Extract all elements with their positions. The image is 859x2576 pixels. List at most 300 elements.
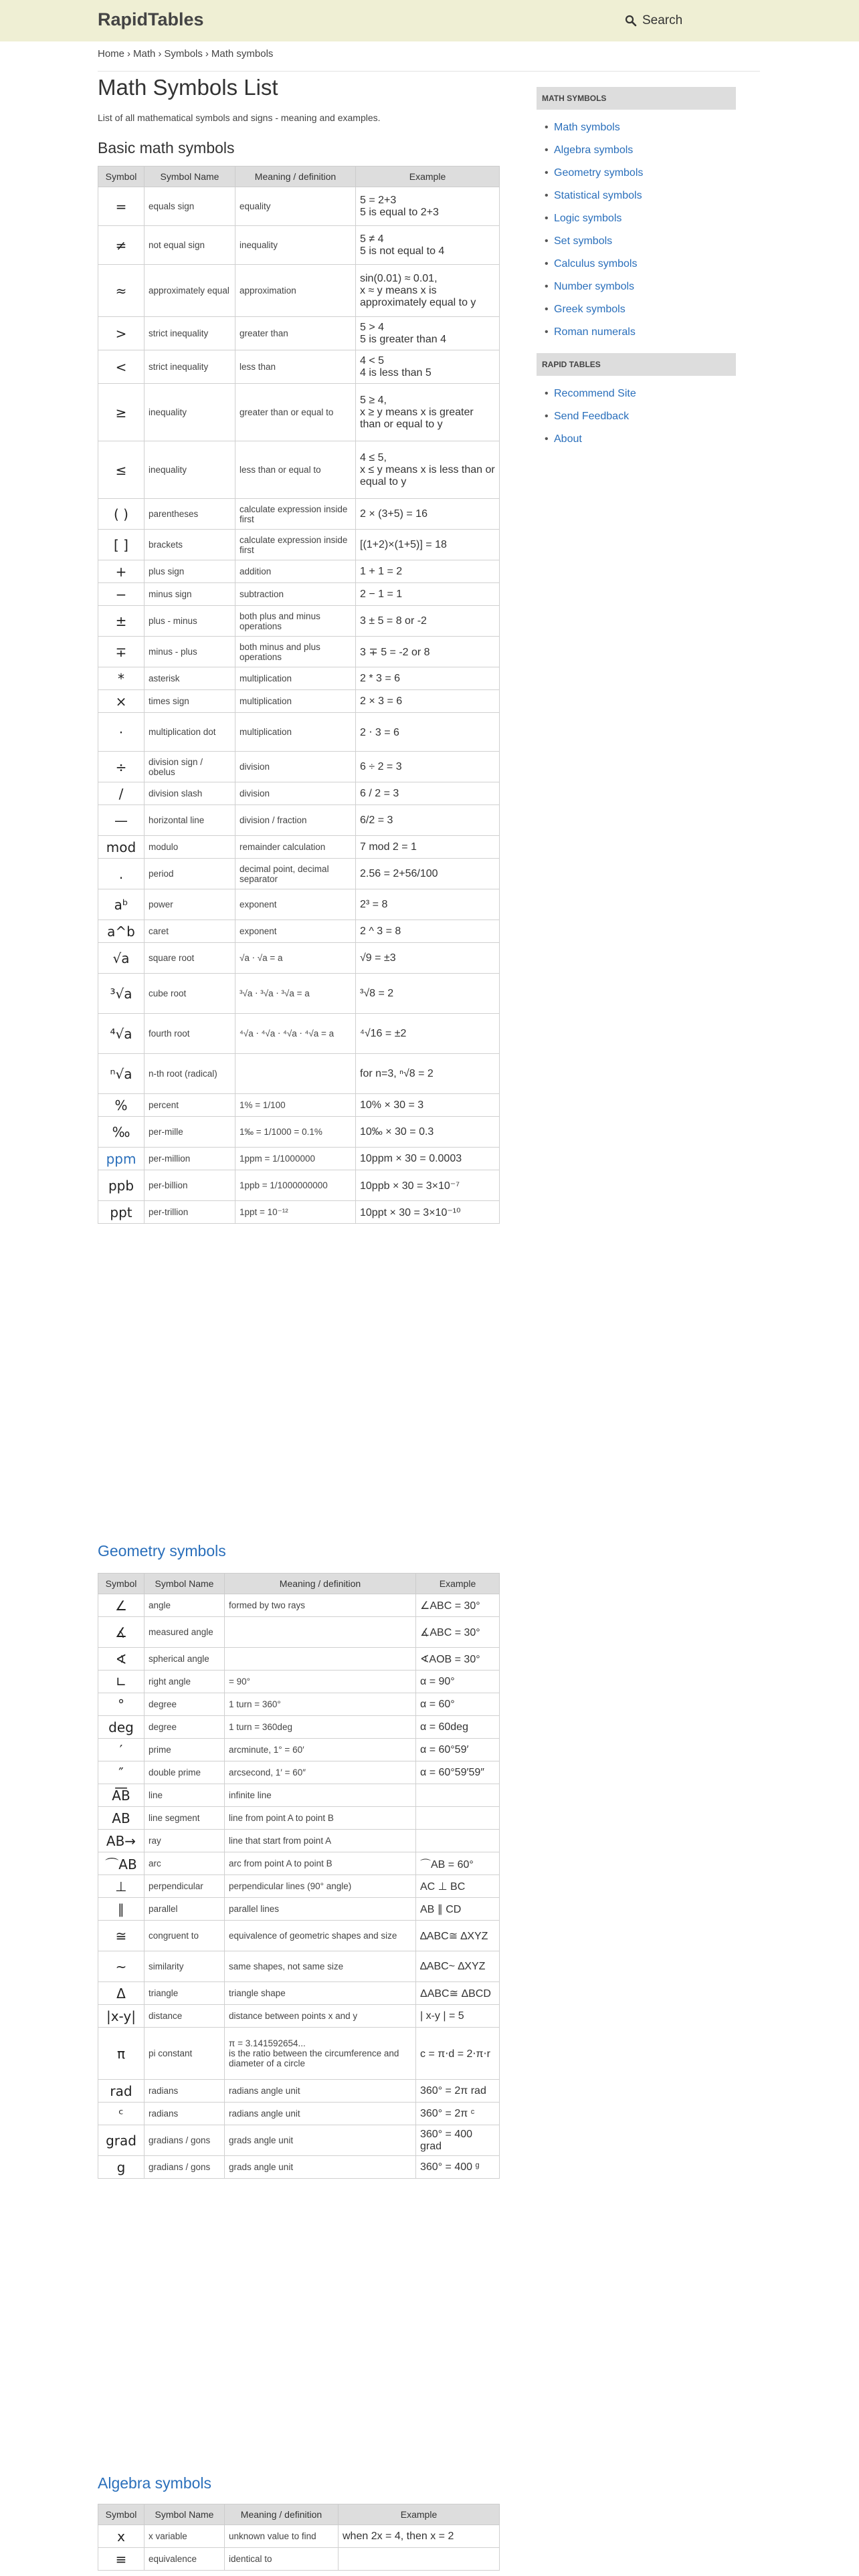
example-cell: 5 ≠ 4 5 is not equal to 4 xyxy=(356,226,500,265)
example-cell: 2 × (3+5) = 16 xyxy=(356,499,500,530)
name-cell: n-th root (radical) xyxy=(145,1054,235,1094)
meaning-cell: radians angle unit xyxy=(225,2103,416,2125)
meaning-cell: arcminute, 1° = 60′ xyxy=(225,1739,416,1761)
name-cell: square root xyxy=(145,943,235,974)
breadcrumb xyxy=(98,48,276,60)
meaning-cell: 1ppt = 10⁻¹² xyxy=(235,1201,356,1224)
symbol-cell: * xyxy=(98,667,145,690)
table-row xyxy=(98,2125,500,2156)
meaning-cell: both minus and plus operations xyxy=(235,637,356,667)
table-row xyxy=(98,1201,500,1224)
symbol-cell: grad xyxy=(98,2125,145,2156)
table-row xyxy=(98,2080,500,2103)
name-cell: line segment xyxy=(145,1807,225,1830)
meaning-cell: ⁴√a ⋅ ⁴√a ⋅ ⁴√a ⋅ ⁴√a = a xyxy=(235,1014,356,1054)
example-cell: 2³ = 8 xyxy=(356,889,500,920)
meaning-cell: multiplication xyxy=(235,690,356,713)
sidebar-math-heading: MATH SYMBOLS xyxy=(537,87,736,110)
name-cell[interactable]: horizontal line xyxy=(145,805,235,836)
name-cell[interactable]: plus sign xyxy=(145,560,235,583)
meaning-cell: 1ppb = 1/1000000000 xyxy=(235,1170,356,1201)
example-cell: 2 ⋅ 3 = 6 xyxy=(356,713,500,752)
name-cell: approximately equal xyxy=(145,265,235,317)
symbol-cell: ppt xyxy=(98,1201,145,1224)
example-cell: α = 60° xyxy=(416,1693,500,1716)
example-cell: 2 × 3 = 6 xyxy=(356,690,500,713)
meaning-cell: same shapes, not same size xyxy=(225,1951,416,1982)
meaning-cell: division xyxy=(235,752,356,782)
meaning-cell: distance between points x and y xyxy=(225,2005,416,2028)
table-row xyxy=(98,1117,500,1148)
sidebar xyxy=(537,87,736,460)
example-cell: 2 − 1 = 1 xyxy=(356,583,500,606)
symbol-cell: — xyxy=(98,805,145,836)
name-cell: double prime xyxy=(145,1761,225,1784)
name-cell: pi constant xyxy=(145,2028,225,2080)
example-cell: 5 ≥ 4, x ≥ y means x is greater than or equal to y xyxy=(356,384,500,441)
example-cell: ∆ABC~ ∆XYZ xyxy=(416,1951,500,1982)
table-row xyxy=(98,1094,500,1117)
table-row xyxy=(98,713,500,752)
meaning-cell: calculate expression inside first xyxy=(235,499,356,530)
example-cell xyxy=(416,1784,500,1807)
meaning-cell: infinite line xyxy=(225,1784,416,1807)
name-cell[interactable]: asterisk xyxy=(145,667,235,690)
column-header: Symbol Name xyxy=(145,1574,225,1594)
symbol-cell: ≠ xyxy=(98,226,145,265)
symbol-cell: |x-y| xyxy=(98,2005,145,2028)
name-cell[interactable]: per-mille xyxy=(145,1117,235,1148)
name-cell: ray xyxy=(145,1830,225,1852)
meaning-cell: calculate expression inside first xyxy=(235,530,356,560)
page-intro: List of all mathematical symbols and signs - meaning and examples. xyxy=(98,112,381,123)
table-row xyxy=(98,1951,500,1982)
name-cell: per-trillion xyxy=(145,1201,235,1224)
name-cell[interactable]: multiplication dot xyxy=(145,713,235,752)
table-row xyxy=(98,350,500,384)
example-cell: 6 / 2 = 3 xyxy=(356,782,500,805)
table-row xyxy=(98,1807,500,1830)
table-row xyxy=(98,667,500,690)
search-button[interactable] xyxy=(625,12,682,29)
symbol-cell: = xyxy=(98,187,145,226)
name-cell: radians xyxy=(145,2103,225,2125)
sidebar-item-logic-symbols[interactable]: • Logic symbols xyxy=(554,207,736,230)
name-cell: gradians / gons xyxy=(145,2156,225,2179)
symbol-cell[interactable]: ppm xyxy=(98,1148,145,1170)
search-icon xyxy=(625,15,637,27)
name-cell: equivalence xyxy=(145,2548,225,2571)
geometry-heading[interactable]: Geometry symbols xyxy=(98,1542,226,1560)
example-cell: 6/2 = 3 xyxy=(356,805,500,836)
column-header: Symbol xyxy=(98,167,145,187)
table-row xyxy=(98,2525,500,2548)
meaning-cell: grads angle unit xyxy=(225,2156,416,2179)
symbol-cell: ‰ xyxy=(98,1117,145,1148)
example-cell: 5 > 4 5 is greater than 4 xyxy=(356,317,500,350)
example-cell: ∢AOB = 30° xyxy=(416,1648,500,1671)
symbol-cell: Δ xyxy=(98,1982,145,2005)
name-cell: degree xyxy=(145,1693,225,1716)
name-cell[interactable]: per-million xyxy=(145,1148,235,1170)
name-cell: modulo xyxy=(145,836,235,859)
meaning-cell: 1 turn = 360° xyxy=(225,1693,416,1716)
name-cell: inequality xyxy=(145,384,235,441)
meaning-cell: greater than xyxy=(235,317,356,350)
symbol-cell: ppb xyxy=(98,1170,145,1201)
name-cell: measured angle xyxy=(145,1617,225,1648)
example-cell: 7 mod 2 = 1 xyxy=(356,836,500,859)
name-cell[interactable]: division slash xyxy=(145,782,235,805)
table-row xyxy=(98,1921,500,1951)
table-row xyxy=(98,920,500,943)
meaning-cell: less than or equal to xyxy=(235,441,356,499)
symbol-cell: √a xyxy=(98,943,145,974)
name-cell: gradians / gons xyxy=(145,2125,225,2156)
breadcrumb-separator: › xyxy=(127,48,131,60)
example-cell: ⌒AB = 60° xyxy=(416,1852,500,1875)
meaning-cell: division xyxy=(235,782,356,805)
name-cell[interactable]: percent xyxy=(145,1094,235,1117)
breadcrumb-separator: › xyxy=(158,48,162,60)
meaning-cell: inequality xyxy=(235,226,356,265)
sidebar-item-math-symbols[interactable]: • Math symbols xyxy=(554,116,736,139)
meaning-cell: arc from point A to point B xyxy=(225,1852,416,1875)
example-cell xyxy=(339,2548,500,2571)
name-cell: caret xyxy=(145,920,235,943)
symbol-cell: ∢ xyxy=(98,1648,145,1671)
name-cell: similarity xyxy=(145,1951,225,1982)
sidebar-item-set-symbols[interactable]: • Set symbols xyxy=(554,230,736,253)
column-header: Meaning / definition xyxy=(225,2504,339,2525)
name-cell: line xyxy=(145,1784,225,1807)
symbol-cell: [ ] xyxy=(98,530,145,560)
meaning-cell: approximation xyxy=(235,265,356,317)
symbol-cell: ≥ xyxy=(98,384,145,441)
example-cell: α = 90° xyxy=(416,1671,500,1693)
sidebar-item-send-feedback[interactable]: • Send Feedback xyxy=(554,405,736,428)
table-row xyxy=(98,1671,500,1693)
symbol-cell: ( ) xyxy=(98,499,145,530)
meaning-cell: radians angle unit xyxy=(225,2080,416,2103)
sidebar-item-statistical-symbols[interactable]: • Statistical symbols xyxy=(554,185,736,207)
table-row xyxy=(98,1875,500,1898)
breadcrumb-current: Math symbols xyxy=(211,48,274,60)
meaning-cell: 1% = 1/100 xyxy=(235,1094,356,1117)
table-row xyxy=(98,1594,500,1617)
meaning-cell xyxy=(235,1054,356,1094)
table-row xyxy=(98,1014,500,1054)
table-row xyxy=(98,2548,500,2571)
table-row xyxy=(98,1982,500,2005)
table-row xyxy=(98,441,500,499)
column-header: Example xyxy=(356,167,500,187)
table-row xyxy=(98,560,500,583)
meaning-cell: triangle shape xyxy=(225,1982,416,2005)
name-cell: power xyxy=(145,889,235,920)
symbol-cell: ∥ xyxy=(98,1898,145,1921)
symbol-cell: AB→ xyxy=(98,1830,145,1852)
table-row xyxy=(98,974,500,1014)
name-cell: parallel xyxy=(145,1898,225,1921)
example-cell: √9 = ±3 xyxy=(356,943,500,974)
name-cell: per-billion xyxy=(145,1170,235,1201)
table-row xyxy=(98,606,500,637)
column-header: Example xyxy=(339,2504,500,2525)
table-row xyxy=(98,2005,500,2028)
column-header: Symbol Name xyxy=(145,167,235,187)
table-row xyxy=(98,782,500,805)
meaning-cell: 1‰ = 1/1000 = 0.1% xyxy=(235,1117,356,1148)
table-row xyxy=(98,499,500,530)
example-cell: ∡ABC = 30° xyxy=(416,1617,500,1648)
name-cell: period xyxy=(145,859,235,889)
table-row xyxy=(98,1898,500,1921)
sidebar-item-algebra-symbols[interactable]: • Algebra symbols xyxy=(554,139,736,162)
table-row xyxy=(98,859,500,889)
breadcrumb-separator: › xyxy=(205,48,209,60)
geometry-symbols-table xyxy=(98,1573,500,2179)
name-cell[interactable]: times sign xyxy=(145,690,235,713)
example-cell: when 2x = 4, then x = 2 xyxy=(339,2525,500,2548)
symbol-cell: ≤ xyxy=(98,441,145,499)
symbol-cell: . xyxy=(98,859,145,889)
table-row xyxy=(98,805,500,836)
example-cell: c = π⋅d = 2⋅π⋅r xyxy=(416,2028,500,2080)
table-row xyxy=(98,1617,500,1648)
symbol-cell: mod xyxy=(98,836,145,859)
name-cell[interactable]: division sign / obelus xyxy=(145,752,235,782)
meaning-cell: equality xyxy=(235,187,356,226)
table-row xyxy=(98,1716,500,1739)
symbol-cell: ′ xyxy=(98,1739,145,1761)
example-cell: 10% × 30 = 3 xyxy=(356,1094,500,1117)
name-cell: congruent to xyxy=(145,1921,225,1951)
meaning-cell: line from point A to point B xyxy=(225,1807,416,1830)
column-header: Example xyxy=(416,1574,500,1594)
meaning-cell: formed by two rays xyxy=(225,1594,416,1617)
symbol-cell: aᵇ xyxy=(98,889,145,920)
example-cell: ΔABC≅ ΔBCD xyxy=(416,1982,500,2005)
basic-heading: Basic math symbols xyxy=(98,139,235,156)
meaning-cell: multiplication xyxy=(235,667,356,690)
table-row xyxy=(98,265,500,317)
name-cell: triangle xyxy=(145,1982,225,2005)
sidebar-item-recommend-site[interactable]: • Recommend Site xyxy=(554,383,736,405)
name-cell: not equal sign xyxy=(145,226,235,265)
table-row xyxy=(98,637,500,667)
breadcrumb-symbols[interactable]: Symbols xyxy=(164,48,203,60)
meaning-cell: both plus and minus operations xyxy=(235,606,356,637)
symbol-cell: − xyxy=(98,583,145,606)
meaning-cell: identical to xyxy=(225,2548,339,2571)
table-row xyxy=(98,1761,500,1784)
example-cell: ³√8 = 2 xyxy=(356,974,500,1014)
table-row xyxy=(98,2028,500,2080)
name-cell: degree xyxy=(145,1716,225,1739)
symbol-cell: AB xyxy=(98,1807,145,1830)
symbol-cell: rad xyxy=(98,2080,145,2103)
sidebar-item-calculus-symbols[interactable]: • Calculus symbols xyxy=(554,253,736,276)
example-cell: ∆ABC≅ ∆XYZ xyxy=(416,1921,500,1951)
meaning-cell: arcsecond, 1′ = 60″ xyxy=(225,1761,416,1784)
name-cell: right angle xyxy=(145,1671,225,1693)
sidebar-item-number-symbols[interactable]: • Number symbols xyxy=(554,276,736,298)
sidebar-rapid-list xyxy=(537,376,736,460)
table-row xyxy=(98,1170,500,1201)
symbol-cell: ≅ xyxy=(98,1921,145,1951)
column-header: Meaning / definition xyxy=(225,1574,416,1594)
example-cell: AB ∥ CD xyxy=(416,1898,500,1921)
example-cell: sin(0.01) ≈ 0.01, x ≈ y means x is approximately equal to y xyxy=(356,265,500,317)
table-row xyxy=(98,1148,500,1170)
symbol-cell: ≡ xyxy=(98,2548,145,2571)
name-cell: x variable xyxy=(145,2525,225,2548)
meaning-cell: greater than or equal to xyxy=(235,384,356,441)
meaning-cell: grads angle unit xyxy=(225,2125,416,2156)
table-row xyxy=(98,530,500,560)
example-cell: ⁴√16 = ±2 xyxy=(356,1014,500,1054)
column-header: Meaning / definition xyxy=(235,167,356,187)
symbol-cell: ~ xyxy=(98,1951,145,1982)
sidebar-item-roman-numerals[interactable]: • Roman numerals xyxy=(554,321,736,344)
example-cell: 3 ± 5 = 8 or -2 xyxy=(356,606,500,637)
symbol-cell: ³√a xyxy=(98,974,145,1014)
meaning-cell: √a ⋅ √a = a xyxy=(235,943,356,974)
example-cell: [(1+2)×(1+5)] = 18 xyxy=(356,530,500,560)
meaning-cell: parallel lines xyxy=(225,1898,416,1921)
symbol-cell: + xyxy=(98,560,145,583)
meaning-cell: less than xyxy=(235,350,356,384)
name-cell: brackets xyxy=(145,530,235,560)
algebra-heading[interactable]: Algebra symbols xyxy=(98,2474,212,2492)
name-cell: spherical angle xyxy=(145,1648,225,1671)
symbol-cell: > xyxy=(98,317,145,350)
example-cell: 6 ÷ 2 = 3 xyxy=(356,752,500,782)
example-cell: α = 60°59′59″ xyxy=(416,1761,500,1784)
symbol-cell: ∓ xyxy=(98,637,145,667)
symbol-cell: ⊥ xyxy=(98,1875,145,1898)
example-cell: for n=3, ⁿ√8 = 2 xyxy=(356,1054,500,1094)
symbol-cell: % xyxy=(98,1094,145,1117)
table-row xyxy=(98,1784,500,1807)
meaning-cell: = 90° xyxy=(225,1671,416,1693)
example-cell: 360° = 2π ᶜ xyxy=(416,2103,500,2125)
example-cell: 1 + 1 = 2 xyxy=(356,560,500,583)
symbol-cell: × xyxy=(98,690,145,713)
site-logo[interactable]: RapidTables xyxy=(98,9,204,29)
name-cell: plus - minus xyxy=(145,606,235,637)
symbol-cell: ∡ xyxy=(98,1617,145,1648)
table-row xyxy=(98,752,500,782)
example-cell: 5 = 2+3 5 is equal to 2+3 xyxy=(356,187,500,226)
name-cell: arc xyxy=(145,1852,225,1875)
example-cell: α = 60°59′ xyxy=(416,1739,500,1761)
name-cell: fourth root xyxy=(145,1014,235,1054)
meaning-cell: line that start from point A xyxy=(225,1830,416,1852)
symbol-cell: x xyxy=(98,2525,145,2548)
table-row xyxy=(98,1830,500,1852)
example-cell xyxy=(416,1807,500,1830)
table-row xyxy=(98,384,500,441)
symbol-cell: < xyxy=(98,350,145,384)
meaning-cell: unknown value to find xyxy=(225,2525,339,2548)
name-cell: distance xyxy=(145,2005,225,2028)
meaning-cell: subtraction xyxy=(235,583,356,606)
symbol-cell: ⁴√a xyxy=(98,1014,145,1054)
sidebar-item-geometry-symbols[interactable]: • Geometry symbols xyxy=(554,162,736,185)
symbol-cell: π xyxy=(98,2028,145,2080)
symbol-cell: A͞B xyxy=(98,1784,145,1807)
sidebar-rapid-heading: RAPID TABLES xyxy=(537,353,736,376)
example-cell: 4 < 5 4 is less than 5 xyxy=(356,350,500,384)
example-cell: | x-y | = 5 xyxy=(416,2005,500,2028)
table-row xyxy=(98,1739,500,1761)
table-row xyxy=(98,943,500,974)
table-row xyxy=(98,2103,500,2125)
meaning-cell: addition xyxy=(235,560,356,583)
top-bar xyxy=(0,0,859,41)
symbol-cell: ≈ xyxy=(98,265,145,317)
table-row xyxy=(98,836,500,859)
name-cell[interactable]: minus sign xyxy=(145,583,235,606)
meaning-cell: perpendicular lines (90° angle) xyxy=(225,1875,416,1898)
example-cell: 10ppt × 30 = 3×10⁻¹⁰ xyxy=(356,1201,500,1224)
symbol-cell: ∟ xyxy=(98,1671,145,1693)
symbol-cell: a^b xyxy=(98,920,145,943)
name-cell: cube root xyxy=(145,974,235,1014)
symbol-cell: ° xyxy=(98,1693,145,1716)
name-cell[interactable]: equals sign xyxy=(145,187,235,226)
symbol-cell: ᶜ xyxy=(98,2103,145,2125)
meaning-cell: π = 3.141592654... is the ratio between the circumference and diameter of a circle xyxy=(225,2028,416,2080)
sidebar-math-list xyxy=(537,110,736,353)
breadcrumb-home[interactable]: Home xyxy=(98,48,125,60)
example-cell: 2 ^ 3 = 8 xyxy=(356,920,500,943)
sidebar-item-greek-symbols[interactable]: • Greek symbols xyxy=(554,298,736,321)
example-cell: 10ppb × 30 = 3×10⁻⁷ xyxy=(356,1170,500,1201)
basic-symbols-table xyxy=(98,166,500,1224)
table-row xyxy=(98,1693,500,1716)
meaning-cell: exponent xyxy=(235,889,356,920)
breadcrumb-math[interactable]: Math xyxy=(133,48,156,60)
example-cell: 360° = 400 ᵍ xyxy=(416,2156,500,2179)
symbol-cell: g xyxy=(98,2156,145,2179)
meaning-cell: equivalence of geometric shapes and size xyxy=(225,1921,416,1951)
symbol-cell: ⁿ√a xyxy=(98,1054,145,1094)
example-cell: AC ⊥ BC xyxy=(416,1875,500,1898)
column-header: Symbol xyxy=(98,1574,145,1594)
name-cell: perpendicular xyxy=(145,1875,225,1898)
table-row xyxy=(98,583,500,606)
symbol-cell: ⌒AB xyxy=(98,1852,145,1875)
name-cell: strict inequality xyxy=(145,317,235,350)
meaning-cell: division / fraction xyxy=(235,805,356,836)
name-cell: radians xyxy=(145,2080,225,2103)
example-cell: ∠ABC = 30° xyxy=(416,1594,500,1617)
meaning-cell xyxy=(225,1617,416,1648)
meaning-cell: ³√a ⋅ ³√a ⋅ ³√a = a xyxy=(235,974,356,1014)
example-cell: α = 60deg xyxy=(416,1716,500,1739)
symbol-cell: ″ xyxy=(98,1761,145,1784)
meaning-cell: exponent xyxy=(235,920,356,943)
column-header: Symbol Name xyxy=(145,2504,225,2525)
sidebar-item-about[interactable]: • About xyxy=(554,428,736,451)
example-cell: 10‰ × 30 = 0.3 xyxy=(356,1117,500,1148)
symbol-cell: ÷ xyxy=(98,752,145,782)
meaning-cell: 1ppm = 1/1000000 xyxy=(235,1148,356,1170)
example-cell: 4 ≤ 5, x ≤ y means x is less than or equal to y xyxy=(356,441,500,499)
